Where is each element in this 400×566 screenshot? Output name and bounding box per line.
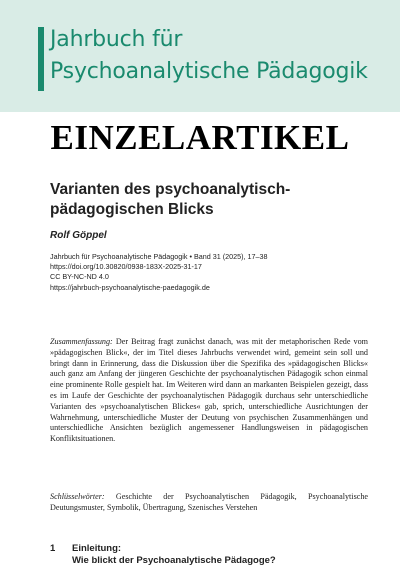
article-metadata	[50, 252, 370, 293]
section-heading	[72, 543, 372, 566]
journal-title-line-2: Psychoanalytische Pädagogik	[50, 59, 368, 84]
article-title	[50, 180, 370, 220]
keywords-text: Geschichte der Psychoanalytischen Pädagogik, Psychoanalytische Deutungsmuster, Symbolik, Übertragung, Szenisches Verstehen	[50, 492, 369, 512]
accent-bar	[38, 27, 44, 91]
journal-website-link[interactable]: https://jahrbuch-psychoanalytische-paedagogik.de	[50, 282, 210, 292]
article-title-line-1: Varianten des psychoanalytisch-	[50, 181, 291, 198]
journal-title	[50, 24, 390, 88]
keywords	[50, 492, 368, 514]
keywords-label: Schlüsselwörter:	[50, 492, 116, 501]
journal-banner	[0, 0, 400, 112]
doi-link[interactable]: https://doi.org/10.30820/0938-183X-2025-31-17	[50, 262, 202, 272]
article-title-line-2: pädagogischen Blicks	[50, 201, 214, 218]
abstract-text: Der Beitrag fragt zunächst danach, was mit der metaphorischen Rede vom »pädagogischen Blick«, der im Titel dieses Jahrbuchs verwendet wird, gemeint sein soll und bringt dann in Erinnerung, dass die Diskussion über die Spezifika des »pädagogischen Blicks« auch ganz am Anfang der jüngeren Geschichte der psychoanalytischen Pädagogik schon einmal eine prominente Rolle gespielt hat. Im Weiteren wird dann an markanten Beispielen gezeigt, dass es im Laufe der Geschichte der psychoanalytischen Pädagogik durchaus sehr unterschiedliche Varianten des »psychoanalytischen Blickes« gab, sprich, unterschiedliche Ausrichtungen der Wahrnehmung, unterschiedliche Muster der Deutung von psychischen Zusammenhängen und unterschiedliche Ansichten bezüglich angemessener Handlungsweisen in pädagogischen Konfliktsituationen.	[50, 337, 369, 444]
section-heading-line-2: Wie blickt der Psychoanalytische Pädagoge?	[72, 555, 276, 566]
section-heading-line-1: Einleitung:	[72, 543, 122, 554]
document-type-label: EINZELARTIKEL	[50, 118, 350, 157]
author-name: Rolf Göppel	[50, 230, 107, 241]
section-number: 1	[50, 543, 56, 554]
abstract	[50, 337, 368, 445]
journal-title-line-1: Jahrbuch für	[50, 27, 183, 52]
abstract-label: Zusammenfassung:	[50, 337, 116, 346]
license-line: CC BY-NC-ND 4.0	[50, 272, 109, 282]
citation-line: Jahrbuch für Psychoanalytische Pädagogik • Band 31 (2025), 17–38	[50, 252, 268, 261]
